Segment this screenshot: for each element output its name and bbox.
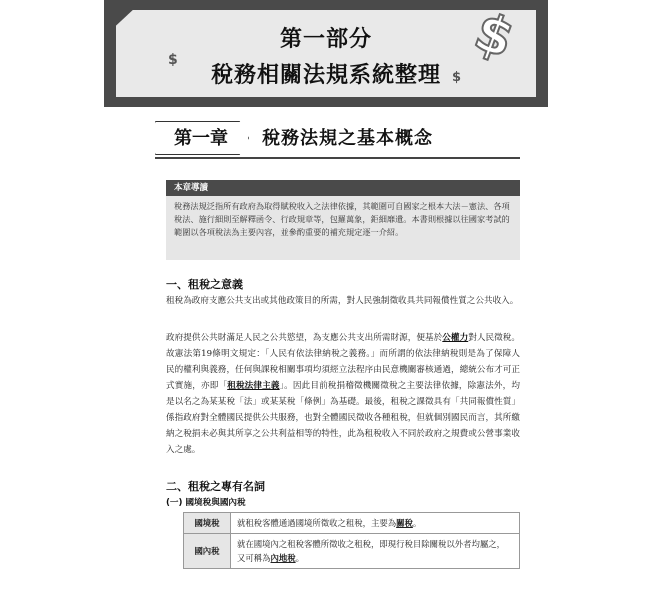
dollar-icon: $	[168, 52, 178, 68]
definition-text: 。	[295, 553, 304, 563]
paragraph-text: 政府提供公共財滿足人民之公共慾望，為支應公共支出所需財源，便基於	[166, 333, 443, 343]
definition-text: 就租稅客體通過國境所徵收之租稅，主要為	[237, 518, 397, 528]
section-title: 二、租稅之專有名詞	[166, 480, 265, 493]
highlight-term: 內地稅	[270, 553, 296, 563]
highlight-term: 租稅法律主義	[227, 381, 280, 391]
subsection-title: (一) 國境稅與國內稅	[166, 498, 246, 508]
dollar-icon-large: $	[466, 1, 522, 71]
paragraph	[166, 330, 520, 458]
guide-heading: 本章導讀	[166, 180, 520, 196]
chapter-divider	[155, 157, 520, 159]
paragraph	[166, 293, 520, 309]
paragraph-text: 租稅為政府支應公共支出或其他政策目的所需，對人民強制徵收具共同報償性質之公共收入。	[166, 296, 519, 306]
section-title: 一、租稅之意義	[166, 278, 243, 291]
definition-cell	[231, 513, 520, 534]
highlight-term: 關稅	[396, 518, 413, 528]
paragraph-text: 」。因此目前稅捐稽徵機關徵稅之主要法律依據，除憲法外，均是以名之為某某稅「法」或某某稅「條例」為基礎。最後，租稅之課徵具有「共同報償性質」係指政府對全體國民提供公共服務，也對全體國民徵收各種租稅，但就個別國民而言，其所繳納之稅捐未必與其所享之公共利益相等的特性，此為租稅收入不同於政府之規費或公營事業收入之處。	[166, 381, 520, 455]
guide-text: 稅務法規泛指所有政府為取得賦稅收入之法律依據，其範圍可自國家之根本大法－憲法、各項稅法、施行細則至解釋函令、行政規章等，包羅萬象，鉅細靡遺。本書則根據以往國家考試的範圍以各項稅法為主要內容，並參酌重要的補充規定逐一介紹。	[166, 196, 520, 260]
paragraph-text: 對人民徵稅。故憲法第19條明文規定：「人民有依法律納稅之義務。」而所謂的依法律納稅則是為了保障人民的權利與義務，任何與課稅相關事項均須經立法程序由民意機關審核通過，總統公布才可正式實施，亦即「	[166, 333, 520, 391]
part-title: 稅務相關法規系統整理	[210, 63, 441, 88]
highlight-term: 公權力	[442, 333, 469, 343]
term-cell: 國境稅	[184, 513, 231, 534]
definition-cell	[231, 534, 520, 569]
chapter-title: 稅務法規之基本概念	[262, 128, 433, 149]
term-cell: 國內稅	[184, 534, 231, 569]
table-row	[184, 513, 520, 534]
terms-table	[183, 512, 520, 569]
part-number: 第一部分	[279, 27, 372, 52]
table-row	[184, 534, 520, 569]
chapter-number: 第一章	[174, 128, 228, 149]
dollar-icon: $	[452, 70, 462, 85]
definition-text: 。	[412, 518, 422, 528]
definition-text: 就在國境內之租稅客體所徵收之租稅，即現行稅目除關稅以外者均屬之，又可稱為	[237, 539, 505, 563]
